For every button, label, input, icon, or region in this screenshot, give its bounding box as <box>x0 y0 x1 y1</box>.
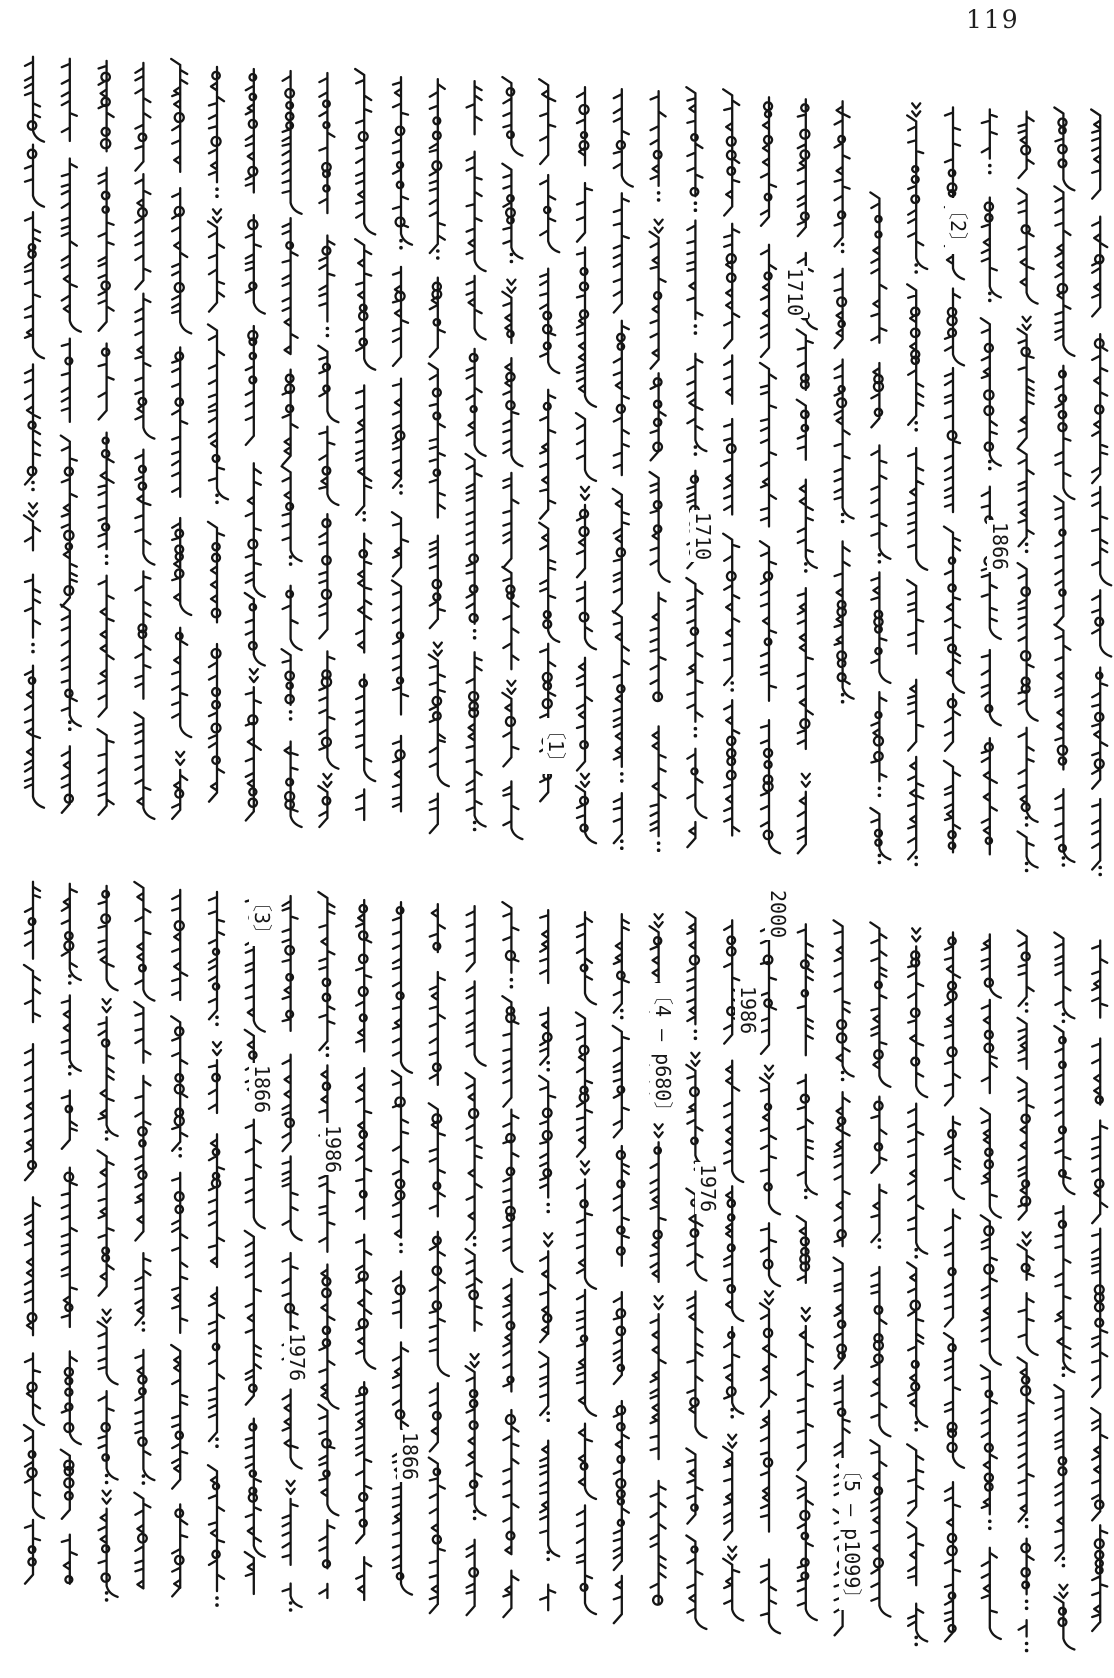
inline-token-year-2000: 2000 <box>766 890 790 939</box>
inline-token-year-1710-b: 1710 <box>691 512 715 561</box>
inline-token-year-1866-a: 1866 <box>988 522 1012 571</box>
inline-token-year-1710-a: 1710 <box>783 268 807 317</box>
inline-token-ref-1: 〔1〕 <box>544 720 568 773</box>
inline-token-year-1866-c: 1866 <box>398 1432 422 1481</box>
inline-token-ref-5: 〔5 — p1099〕 <box>840 1460 864 1609</box>
inline-token-year-1986-b: 1986 <box>321 1125 345 1174</box>
inline-token-year-1986-a: 1986 <box>736 986 760 1035</box>
inline-token-ref-3: 〔3〕 <box>250 892 274 945</box>
inline-token-year-1976-a: 1976 <box>696 1164 720 1213</box>
inline-token-ref-4: 〔4 — p680〕 <box>651 985 675 1122</box>
inline-token-year-1866-b: 1866 <box>250 1065 274 1114</box>
page-number: 119 <box>966 5 1020 34</box>
inline-token-year-1976-b: 1976 <box>285 1333 309 1382</box>
inline-token-ref-2: 〔2〕 <box>946 200 970 253</box>
